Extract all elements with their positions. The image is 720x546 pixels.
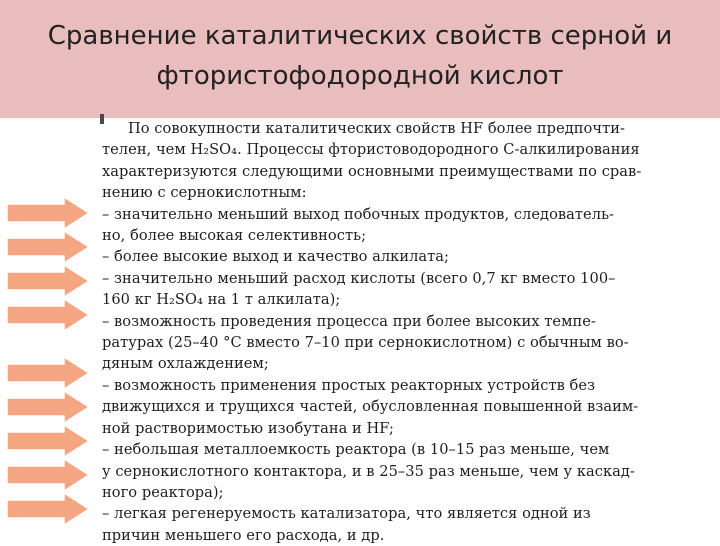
text-line: – возможность применения простых реакторных устройств без [102,376,596,394]
text-line: телен, чем H₂SO₄. Процессы фтористоводородного С-алкилирования [102,141,640,159]
text-line: 160 кг H₂SO₄ на 1 т алкилата); [102,291,341,309]
right-arrow-icon [6,264,90,298]
text-line: нению с сернокислотным: [102,184,307,202]
text-line: ратурах (25–40 °С вместо 7–10 при сернокислотном) с обычным во- [102,334,629,352]
text-line: у сернокислотного контактора, и в 25–35 раз меньше, чем у каскад- [102,462,635,480]
text-line: дяным охлаждением; [102,355,269,373]
right-arrow-icon [6,298,90,332]
text-line: движущихся и трущихся частей, обусловленная повышенной взаим- [102,398,639,416]
right-arrow-icon [6,356,90,390]
arrow-column [6,196,90,526]
right-arrow-icon [6,424,90,458]
text-line [102,118,696,139]
scanned-text-block [96,118,702,544]
text-line: причин меньшего его расхода, и др. [102,526,385,544]
text-line: – значительно меньший выход побочных продуктов, следователь- [102,205,615,223]
right-arrow-icon [6,458,90,492]
text-line-content: По совокупности каталитических свойств HF более предпочти- [128,120,625,137]
text-line: характеризуются следующими основными преимуществами по срав- [102,162,642,180]
text-line: – значительно меньший расход кислоты (всего 0,7 кг вместо 100– [102,269,616,287]
text-line: – легкая регенеруемость катализатора, что является одной из [102,505,591,523]
text-line: – более высокие выход и качество алкилата; [102,248,450,266]
slide-title-bar [0,0,720,118]
right-arrow-icon [6,230,90,264]
text-line: ного реактора); [102,483,224,501]
text-line: ной растворимостью изобутана и HF; [102,419,394,437]
right-arrow-icon [6,196,90,230]
right-arrow-icon [6,492,90,526]
text-line: но, более высокая селективность; [102,227,367,245]
slide-title-line-1: Сравнение каталитических свойств серной и [47,21,673,51]
text-line: – небольшая металлоемкость реактора (в 10–15 раз меньше, чем [102,441,610,459]
slide-title-line-2: фтористофодородной кислот [156,61,564,91]
text-line: – возможность проведения процесса при более высоких темпе- [102,312,596,330]
right-arrow-icon [6,390,90,424]
